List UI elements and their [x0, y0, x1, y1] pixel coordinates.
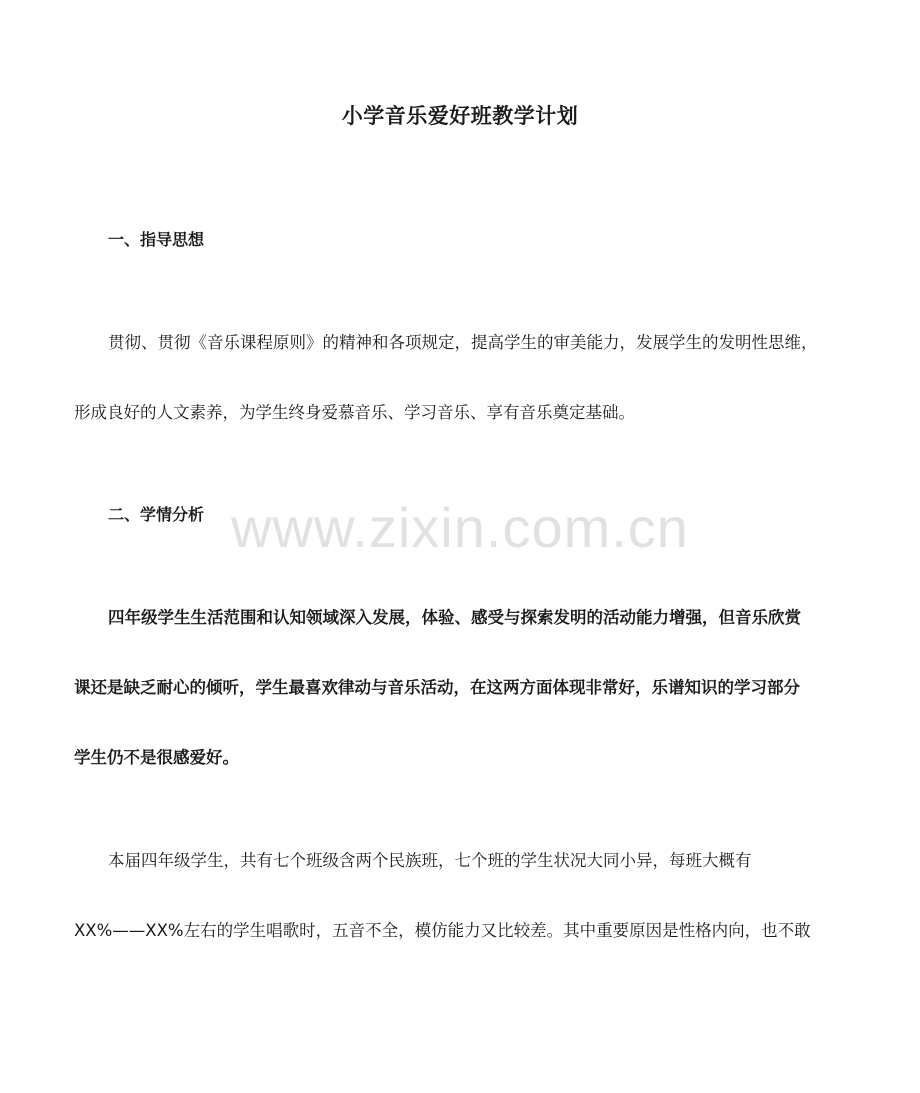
paragraph-line: 课还是缺乏耐心的倾听，学生最喜欢律动与音乐活动，在这两方面体现非常好，乐谱知识的学习部分 — [74, 678, 800, 697]
section-heading-guiding-ideology: 一、指导思想 — [108, 230, 205, 249]
paragraph-line: 四年级学生生活范围和认知领域深入发展，体验、感受与探索发明的活动能力增强，但音乐欣赏 — [108, 608, 801, 627]
paragraph-line: 本届四年级学生，共有七个班级含两个民族班，七个班的学生状况大同小异，每班大概有 — [108, 851, 752, 870]
paragraph-line: 形成良好的人文素养，为学生终身爱慕音乐、学习音乐、享有音乐奠定基础。 — [74, 403, 635, 422]
paragraph-line: 贯彻、贯彻《音乐课程原则》的精神和各项规定，提高学生的审美能力，发展学生的发明性思维， — [108, 333, 818, 352]
watermark: www.zixin.com.cn — [231, 496, 689, 559]
section-heading-student-analysis: 二、学情分析 — [108, 505, 205, 524]
paragraph-line: XX%——XX%左右的学生唱歌时，五音不全，模仿能力又比较差。其中重要原因是性格内向，也不敢 — [74, 921, 811, 940]
paragraph-line: 学生仍不是很感爱好。 — [74, 748, 239, 767]
document-title: 小学音乐爱好班教学计划 — [341, 104, 579, 128]
